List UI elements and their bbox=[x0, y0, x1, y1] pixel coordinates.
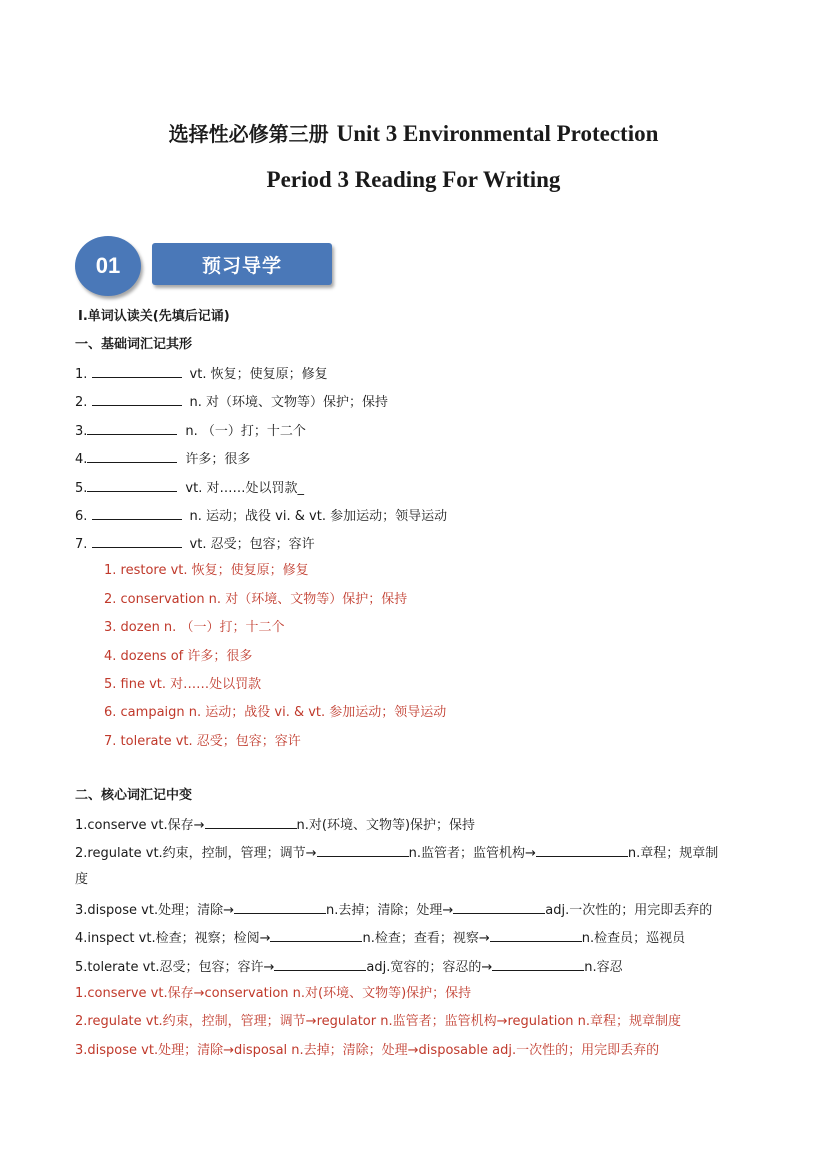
answer-line: 4. dozens of 许多；很多 bbox=[104, 649, 253, 664]
answer-line: 7. tolerate vt. 忍受；包容；容许 bbox=[104, 734, 301, 749]
answer-blank[interactable] bbox=[92, 534, 182, 548]
section-label-badge: 预习导学 bbox=[152, 243, 332, 285]
part2-heading: 二、核心词汇记中变 bbox=[75, 788, 193, 803]
answer-line: 6. campaign n. 运动；战役 vi. & vt. 参加运动；领导运动 bbox=[104, 705, 447, 720]
word-form-row: 5.tolerate vt.忍受；包容；容许→ adj.宽容的；容忍的→ n.容忍 bbox=[75, 957, 623, 977]
exercise-row: 1. vt. 恢复；使复原；修复 bbox=[75, 364, 328, 384]
exercise-row: 6. n. 运动；战役 vi. & vt. 参加运动；领导运动 bbox=[75, 506, 447, 526]
answer-blank[interactable] bbox=[490, 928, 582, 942]
answer-blank[interactable] bbox=[92, 506, 182, 520]
page-title bbox=[0, 118, 827, 147]
answer-line: 3.dispose vt.处理；清除→disposal n.去掉；清除；处理→disposable adj.一次性的；用完即丢弃的 bbox=[75, 1043, 660, 1058]
answer-blank[interactable] bbox=[92, 364, 182, 378]
answer-blank[interactable] bbox=[536, 843, 628, 857]
period-title: Period 3 Reading For Writing bbox=[266, 167, 561, 192]
answer-blank[interactable] bbox=[274, 957, 366, 971]
answer-blank[interactable] bbox=[492, 957, 584, 971]
answer-blank[interactable] bbox=[234, 900, 326, 914]
word-form-row: 1.conserve vt.保存→ n.对(环境、文物等)保护；保持 bbox=[75, 815, 475, 835]
answer-line: 1. restore vt. 恢复；使复原；修复 bbox=[104, 563, 309, 578]
part1-heading: 一、基础词汇记其形 bbox=[75, 337, 193, 352]
section1-heading: Ⅰ.单词认读关(先填后记诵) bbox=[78, 309, 230, 324]
answer-blank[interactable] bbox=[205, 815, 297, 829]
exercise-row: 3. n. （一）打；十二个 bbox=[75, 421, 306, 441]
answer-line: 5. fine vt. 对……处以罚款 bbox=[104, 677, 262, 692]
answer-blank[interactable] bbox=[87, 421, 177, 435]
word-form-row: 3.dispose vt.处理；清除→ n.去掉；清除；处理→ adj.一次性的；用完即丢弃的 bbox=[75, 900, 712, 920]
answer-blank[interactable] bbox=[317, 843, 409, 857]
word-form-row: 4.inspect vt.检查；视察；检阅→ n.检查；查看；视察→ n.检查员；巡视员 bbox=[75, 928, 685, 948]
unit-title: Unit 3 Environmental Protection bbox=[336, 121, 659, 146]
word-form-row-cont: 度 bbox=[75, 872, 89, 887]
answer-line: 2. conservation n. 对（环境、文物等）保护；保持 bbox=[104, 592, 408, 607]
answer-blank[interactable] bbox=[87, 478, 177, 492]
answer-blank[interactable] bbox=[270, 928, 362, 942]
answer-blank[interactable] bbox=[92, 392, 182, 406]
exercise-row: 5. vt. 对……处以罚款_ bbox=[75, 478, 304, 498]
answer-blank[interactable] bbox=[453, 900, 545, 914]
section-number-badge: 01 bbox=[75, 236, 141, 296]
answer-line: 1.conserve vt.保存→conservation n.对(环境、文物等)保护；保持 bbox=[75, 986, 472, 1001]
book-title: 选择性必修第三册 bbox=[168, 122, 329, 146]
answer-line: 3. dozen n. （一）打；十二个 bbox=[104, 620, 285, 635]
exercise-row: 2. n. 对（环境、文物等）保护；保持 bbox=[75, 392, 388, 412]
answer-blank[interactable] bbox=[87, 449, 177, 463]
answer-line: 2.regulate vt.约束，控制，管理；调节→regulator n.监管者；监管机构→regulation n.章程；规章制度 bbox=[75, 1014, 682, 1029]
exercise-row: 7. vt. 忍受；包容；容许 bbox=[75, 534, 315, 554]
word-form-row: 2.regulate vt.约束，控制，管理；调节→ n.监管者；监管机构→ n.章程；规章制 bbox=[75, 843, 718, 863]
exercise-row: 4. 许多；很多 bbox=[75, 449, 250, 469]
